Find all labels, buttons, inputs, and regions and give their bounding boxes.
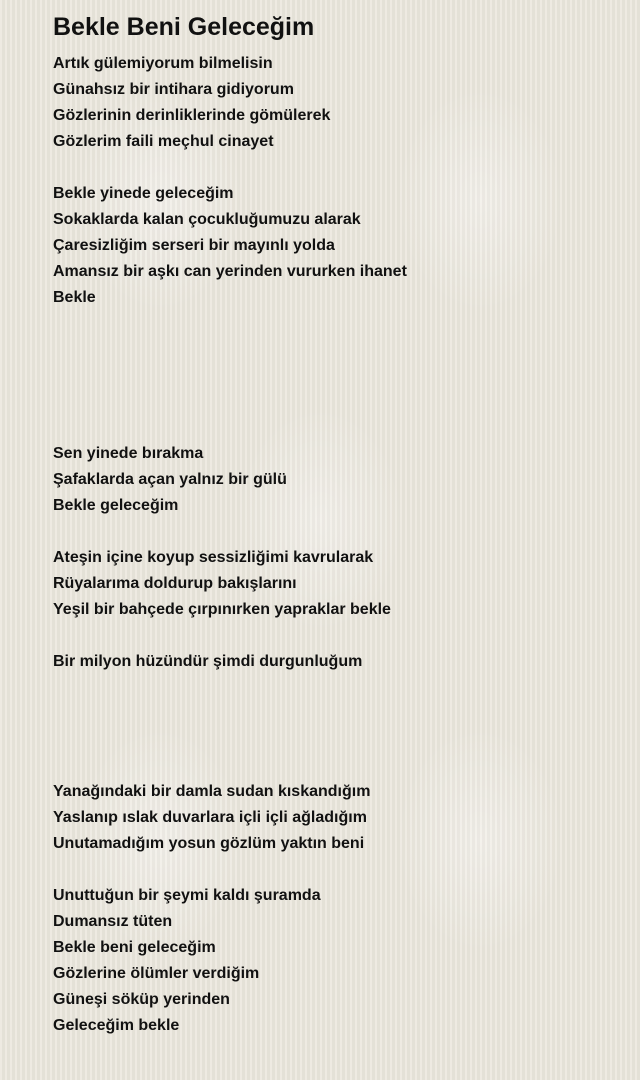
stanza-5 (53, 649, 623, 675)
poem-page (53, 12, 623, 1039)
poem-line: Yeşil bir bahçede çırpınırken yapraklar bekle (53, 601, 391, 618)
stanza-gap (53, 857, 623, 883)
poem-line: Şafaklarda açan yalnız bir gülü (53, 471, 287, 488)
poem-line: Gözlerinin derinliklerinde gömülerek (53, 107, 331, 124)
poem-line: Gözlerim faili meçhul cinayet (53, 133, 274, 150)
poem-line: Rüyalarıma doldurup bakışlarını (53, 575, 297, 592)
poem-line: Amansız bir aşkı can yerinden vururken ihanet (53, 263, 407, 280)
poem-line: Geleceğim bekle (53, 1017, 180, 1034)
poem-line: Bekle beni geleceğim (53, 939, 216, 956)
stanza-2 (53, 181, 623, 311)
stanza-1 (53, 51, 623, 155)
poem-line: Güneşi söküp yerinden (53, 991, 230, 1008)
stanza-gap (53, 311, 623, 441)
stanza-6 (53, 779, 623, 857)
stanza-gap (53, 675, 623, 779)
stanza-gap (53, 519, 623, 545)
poem-line: Dumansız tüten (53, 913, 173, 930)
poem-line: Gözlerine ölümler verdiğim (53, 965, 260, 982)
stanza-4 (53, 545, 623, 623)
stanza-7 (53, 883, 623, 1039)
poem-line: Sokaklarda kalan çocukluğumuzu alarak (53, 211, 361, 228)
poem-line: Unutamadığım yosun gözlüm yaktın beni (53, 835, 365, 852)
poem-title: Bekle Beni Geleceğim (53, 13, 315, 41)
stanza-gap (53, 623, 623, 649)
poem-line: Ateşin içine koyup sessizliğimi kavrularak (53, 549, 374, 566)
poem-line: Bekle yinede geleceğim (53, 185, 234, 202)
poem-line: Unuttuğun bir şeymi kaldı şuramda (53, 887, 321, 904)
poem-line: Bekle geleceğim (53, 497, 179, 514)
stanza-gap (53, 155, 623, 181)
poem-line: Artık gülemiyorum bilmelisin (53, 55, 273, 72)
poem-line: Bir milyon hüzündür şimdi durgunluğum (53, 653, 363, 670)
poem-line: Bekle (53, 289, 96, 306)
poem-line: Sen yinede bırakma (53, 445, 204, 462)
poem-line: Çaresizliğim serseri bir mayınlı yolda (53, 237, 335, 254)
stanza-3 (53, 441, 623, 519)
poem-line: Yanağındaki bir damla sudan kıskandığım (53, 783, 371, 800)
poem-line: Günahsız bir intihara gidiyorum (53, 81, 294, 98)
poem-line: Yaslanıp ıslak duvarlara içli içli ağladığım (53, 809, 367, 826)
